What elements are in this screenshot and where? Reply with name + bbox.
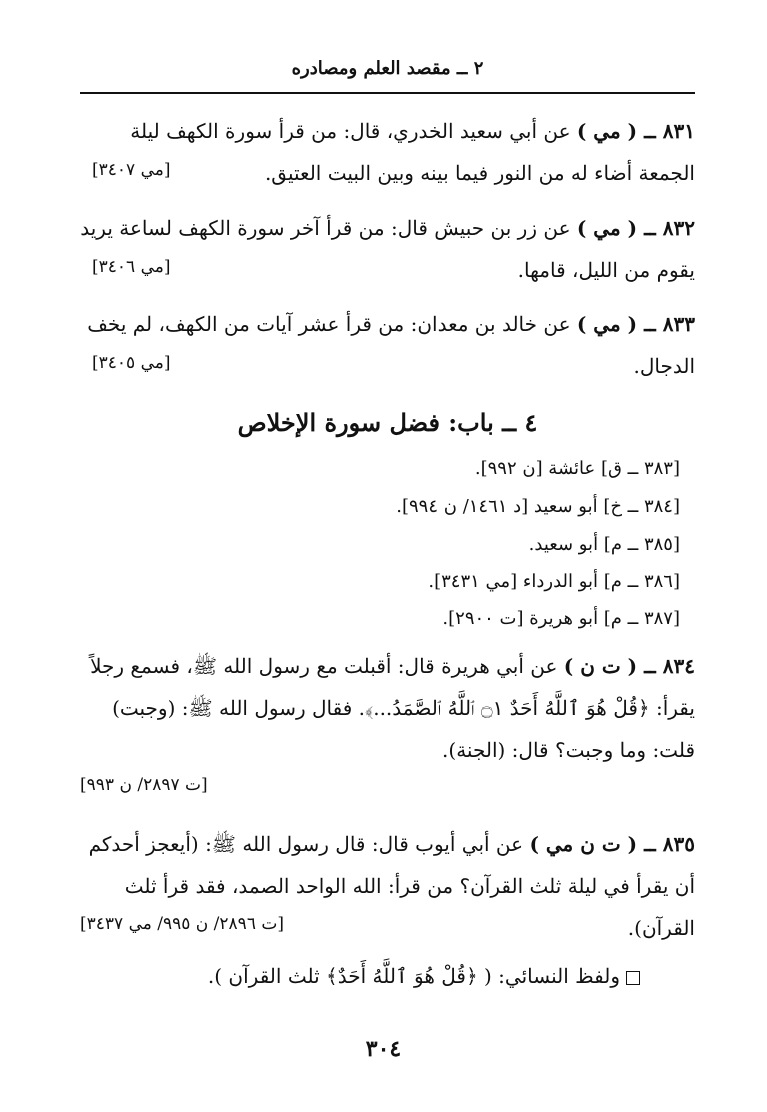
entry-reference: [مي ٣٤٠٥] bbox=[92, 353, 171, 373]
cross-reference: [٣٨٥ ــ م] أبو سعيد. bbox=[528, 534, 680, 555]
hadith-entry-831 bbox=[80, 110, 695, 194]
entry-text: عن زر بن حبيش قال: من قرأ آخر سورة الكهف لساعة يريد يقوم من الليل، قامها. bbox=[80, 216, 695, 282]
hadith-entry-833 bbox=[80, 303, 695, 387]
page-number: ٣٠٤ bbox=[365, 1036, 402, 1062]
cross-reference: [٣٨٤ ــ خ] أبو سعيد [د ١٤٦١/ ن ٩٩٤]. bbox=[396, 496, 680, 517]
entry-reference: [مي ٣٤٠٦] bbox=[92, 257, 171, 277]
entry-reference: [ت ٢٨٩٧/ ن ٩٩٣] bbox=[80, 775, 208, 795]
header-rule bbox=[80, 92, 695, 94]
hadith-entry-834 bbox=[80, 645, 695, 771]
entry-number: ٨٣٤ ــ ( ت ن ) bbox=[563, 654, 695, 678]
entry-text: عن أبي سعيد الخدري، قال: من قرأ سورة الكهف ليلة الجمعة أضاء له من النور فيما بينه وبين البيت العتيق. bbox=[130, 119, 695, 185]
running-header: ٢ ــ مقصد العلم ومصادره bbox=[291, 58, 484, 79]
entry-number: ٨٣٢ ــ ( مي ) bbox=[576, 216, 695, 240]
entry-number: ٨٣١ ــ ( مي ) bbox=[576, 119, 695, 143]
entry-text: عن خالد بن معدان: من قرأ عشر آيات من الكهف، لم يخف الدجال. bbox=[87, 312, 695, 378]
cross-reference: [٣٨٣ ــ ق] عائشة [ن ٩٩٢]. bbox=[474, 458, 680, 479]
entry-reference: [مي ٣٤٠٧] bbox=[92, 160, 171, 180]
entry-number: ٨٣٣ ــ ( مي ) bbox=[576, 312, 695, 336]
cross-reference: [٣٨٧ ــ م] أبو هريرة [ت ٢٩٠٠]. bbox=[442, 608, 680, 629]
entry-reference: [ت ٢٨٩٦/ ن ٩٩٥/ مي ٣٤٣٧] bbox=[80, 914, 284, 934]
square-bullet-icon bbox=[626, 971, 640, 985]
entry-text: عن أبي هريرة قال: أقبلت مع رسول الله ﷺ، فسمع رجلاً يقرأ: ﴿قُلْ هُوَ ٱللَّهُ أَحَدٌ ۝١ ٱللَّهُ ٱلصَّمَدُ...﴾. فقال رسول الله ﷺ: (وجبت) قلت: وما وجبت؟ قال: (الجنة). bbox=[90, 654, 695, 762]
entry-text: عن أبي أيوب قال: قال رسول الله ﷺ: (أيعجز أحدكم أن يقرأ في ليلة ثلث القرآن؟ من قرأ: الله الواحد الصمد، فقد قرأ ثلث القرآن). bbox=[88, 832, 695, 940]
entry-number: ٨٣٥ ــ ( ت ن مي ) bbox=[529, 832, 695, 856]
nasai-note bbox=[80, 955, 640, 997]
section-heading: ٤ ــ باب: فضل سورة الإخلاص bbox=[237, 408, 538, 437]
hadith-entry-832 bbox=[80, 207, 695, 291]
cross-reference: [٣٨٦ ــ م] أبو الدرداء [مي ٣٤٣١]. bbox=[428, 571, 680, 592]
note-text: ولفظ النسائي: ( ﴿قُلْ هُوَ ٱللَّهُ أَحَدٌ﴾ ثلث القرآن ). bbox=[207, 964, 620, 988]
